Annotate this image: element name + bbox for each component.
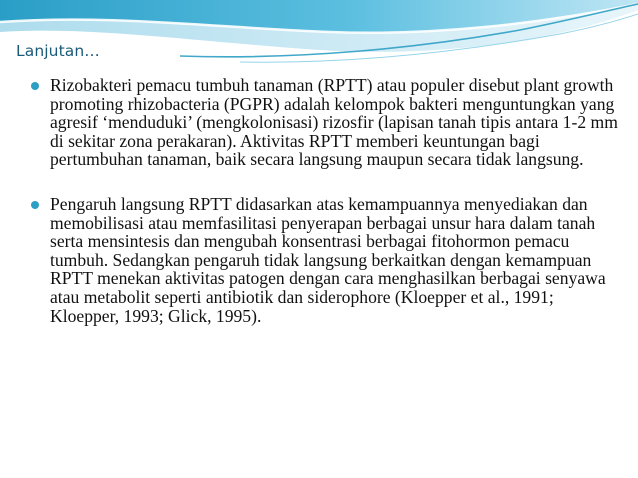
- bullet-item-rptt-effects: [28, 195, 618, 325]
- bullet-text: Pengaruh langsung RPTT didasarkan atas kemampuannya menyediakan dan memobilisasi atau memfasilitasi penyerapan berbagai unsur hara dalam tanah serta mensintesis dan mengubah konsentrasi berbagai fitohormon pemacu tumbuh. Sedangkan pengaruh tidak langsung berkaitkan dengan kemampuan RPTT menekan aktivitas patogen dengan cara menghasilkan berbagai senyawa atau metabolit seperti antibiotik dan siderophore (Kloepper et al., 1991; Kloepper, 1993; Glick, 1995).: [50, 193, 606, 326]
- header-wave-decoration: [0, 0, 638, 80]
- filled-circle-bullet-icon: [31, 201, 39, 209]
- slide-title: Lanjutan…: [16, 42, 100, 60]
- bullet-text: Rizobakteri pemacu tumbuh tanaman (RPTT) atau populer disebut plant growth promoting rhizobacteria (PGPR) adalah kelompok bakteri menguntungkan yang agresif ‘menduduki’ (mengkolonisasi) rizosfir (lapisan tanah tipis antara 1-2 mm di sekitar zona perakaran). Aktivitas RPTT memberi keuntungan bagi pertumbuhan tanaman, baik secara langsung maupun secara tidak langsung.: [50, 75, 618, 170]
- filled-circle-bullet-icon: [31, 82, 39, 90]
- bullet-item-rptt-definition: [28, 76, 618, 169]
- bullet-list: [28, 76, 618, 325]
